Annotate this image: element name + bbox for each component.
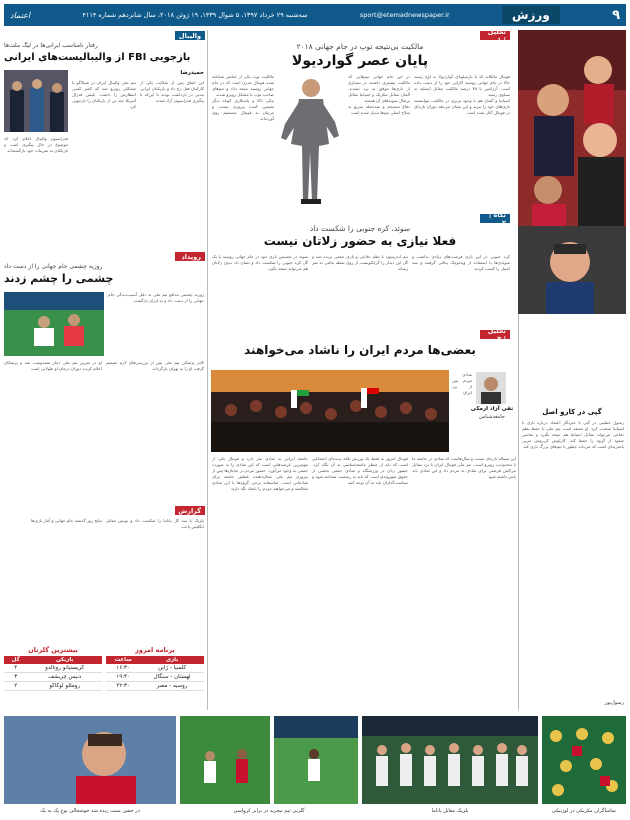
section-title: ورزش — [502, 6, 560, 24]
section-tag: نگاه | ۲ — [480, 214, 510, 223]
stats-header: بازیکن — [27, 656, 102, 664]
article-body: جامعه ایرانی به شادی نیاز دارد و فوتبال یکی از مهم‌ترین عرصه‌هایی است که این شادی را به صورت جمعی به وجود می‌آورد. حضور مردم در خیابان‌ها پس از پیروزی تیم ملی نشان‌دهنده عطش جامعه برای شادمانی است. متاسفانه برخی گروه‌ها با این شادی مخالفند و می‌خواهند مردم را ناشاد نگه دارند — [212, 456, 308, 491]
email: sport@etemadnewspaper.ir — [359, 11, 450, 19]
section-tag: تحلیل | ۳ — [480, 330, 510, 339]
supra-headline: روزیه چشمی جام جهانی را از دست داد — [4, 263, 103, 270]
article-body: سوئد در نخستین بازی خود در جام جهانی روسیه با یک گل کره جنوبی را شکست داد و نشان داد بدون زلاتان هم می‌تواند نتیجه بگیرد — [212, 254, 308, 271]
column-body: رسول خطیبی در گپی با خبرنگار اعتماد درباره بازی با اسپانیا صحبت کرد. او معتقد است تیم ملی با حفظ نظم دفاعی می‌تواند مقابل اسپانیا هم نتیجه بگیرد و شانس صعود از گروه را حفظ کند. کارلوس کی‌روش مربی باتجربه‌ای است که می‌داند چطور با تیم‌های بزرگ بازی کند — [522, 420, 624, 449]
article-body: شادی مردم پس از برد ایران — [452, 372, 472, 395]
section-tag: والیبال — [175, 31, 205, 40]
author-photo — [476, 372, 506, 404]
fbi-photo — [4, 70, 68, 132]
fans-photo — [518, 30, 626, 226]
article-body: فدراسیون والیبال اعلام کرد که موضوع در حال پیگیری است و بازیکنان به تمرینات خود بازگشته‌اند — [4, 136, 68, 153]
article-body: کادر پزشکی تیم ملی پس از بررسی‌های لازم تصمیم گرفت او را به تهران بازگرداند — [106, 360, 204, 371]
table-row: کلمبیا - ژاپن ۱۶:۳۰ — [106, 664, 204, 673]
injury-photo — [4, 292, 104, 356]
schedule-header: بازی — [140, 656, 204, 664]
table-row: دنیس چریشف ۳ — [4, 673, 102, 682]
article-body: این اتفاق پس از شکایت یکی از کارکنان هتل رخ داد و بازیکنان ایرانی مدتی در بازداشت بودند تا این‌که با پیگیری فدراسیون آزاد شدند — [140, 80, 204, 103]
newspaper-logo: اعتماد — [10, 10, 31, 20]
schedule-title: برنامه امروز — [135, 646, 175, 654]
table-row: روسیه - مصر ۲۲:۳۰ — [106, 682, 204, 691]
article-body: در این جام جهانی تیم‌هایی که مالکیت بیشتری داشتند در بسیاری از بازی‌ها موفق به برد نشدند. آلمان مقابل مکزیک و اسپانیا مقابل پرتغال نمونه‌های آن هستند دفاع منسجم و ضدحمله سریع به سلاح اصلی تیم‌ها تبدیل شده است — [348, 74, 410, 115]
table-row: لهستان - سنگال ۱۹:۳۰ — [106, 673, 204, 682]
article-body: مالکیت توپ یکی از عناصر شناخته شده فوتبال مدرن است که در جام جهانی روسیه نتیجه نداد و تیم‌های صاحب توپ با مشکل روبرو شدند تیکی تاکا و پاسکاری کوتاه دیگر تضمین کننده پیروزی نیست و مربیان به فوتبال مستقیم روی آورده‌اند — [212, 74, 274, 121]
schedule-table — [106, 656, 204, 691]
byline: حمیدرضا — [180, 70, 204, 76]
strip-photo-2 — [180, 716, 270, 804]
photo-caption: تماشاگران مکزیکی در لوژنیکی — [552, 808, 616, 814]
section-tag: گزارش — [175, 506, 205, 515]
column-divider — [207, 30, 208, 710]
strip-photo-1 — [4, 716, 176, 804]
masthead — [4, 4, 626, 26]
column-byline: گپی در کارو اصل — [542, 408, 602, 416]
author-role: جامعه‌شناس — [479, 414, 505, 420]
headline: فعلا نیازی به حضور زلاتان نیست — [263, 234, 457, 248]
supra-headline: سوئد، کره جنوبی را شکست داد — [309, 224, 411, 233]
article-body: تیم اندرسون با نظم دفاعی و بازی جمعی برنده شد و گل این دیدار را گرانکویست از روی نقطه پنالتی به ثمر رساند — [312, 254, 408, 271]
article-body: او در تمرین تیم ملی دچار مصدومیت شد و پزشکان اعلام کردند دوران درمان او طولانی است — [4, 360, 102, 371]
guardiola-photo — [275, 74, 345, 214]
article-body: فوتبال امروز نه فقط یک ورزش بلکه پدیده‌ای اجتماعی است که باید از منظر جامعه‌شناسی به آن نگاه کرد. حضور زنان در ورزشگاه و شادی جمعی بخشی از حقوق شهروندی است که باید به رسمیت شناخته شود و سیاست‌گذاران باید به آن توجه کنند — [312, 456, 408, 485]
issue-date: سه‌شنبه ۲۹ خرداد ۱۳۹۷، ۵ شوال ۱۴۳۹، ۱۹ ژوئن ۲۰۱۸، سال شانزدهم شماره ۴۱۱۴ — [82, 11, 308, 19]
strip-photo-3 — [274, 716, 358, 804]
headline: پایان عصر گواردیولا — [291, 53, 429, 69]
article-body: این مساله تازه‌ای نیست و سال‌هاست که شادی در جامعه ما با محدودیت روبرو است. تیم ملی فوتبال ایران با برد مقابل مراکش فرصتی برای شادی به مردم داد و این شادی باید پاس داشته شود — [412, 456, 516, 479]
headline: بازجویی FBI از والیبالیست‌های ایرانی — [4, 52, 191, 63]
table-row: رومللو لوکاکو ۲ — [4, 682, 102, 691]
page-number: ۹ — [612, 7, 620, 23]
photo-caption: گلزنی تیم نیجریه در برابر کرواسی — [233, 808, 305, 814]
strip-photo-4 — [362, 716, 538, 804]
section-tag: تحلیل | ۱ — [480, 31, 510, 40]
article-body: نتایج روز گذشته جام جهانی و آمار بازی‌ها — [30, 518, 102, 523]
photo-caption: بلژیک مقابل پاناما — [431, 808, 469, 814]
column-author: رسول‌پور — [604, 700, 624, 706]
article-body: روزبه چشمی مدافع تیم ملی به دلیل آسیب‌دیدگی جام جهانی را از دست داد و به ایران بازگشت — [108, 292, 204, 303]
supra-headline: مالکیت بی‌نتیجه توپ در جام جهانی ۲۰۱۸ — [296, 42, 424, 51]
article-body: فوتبال مالکانه که با بارسلونای گواردیولا به اوج رسید حالا در جام جهانی روسیه کارایی خود را از دست داده است. آرژانتین با ۷۸ درصد مالکیت مقابل ایسلند به تساوی رسید اسپانیا و آلمان هم با وجود برتری در مالکیت نتوانستند بازی‌های خود را ببرند و این نشان می‌دهد دوران تازه‌ای در فوتبال آغاز شده است — [414, 74, 510, 115]
supra-headline: رفتار نامناسب ایرانی‌ها در لیگ ملت‌ها — [4, 42, 98, 49]
article-body: کره جنوبی در این بازی فرصت‌های زیادی نداشت و سوئدی‌ها با استفاده از ویدئوچک پنالتی گرفتند و سه امتیاز را کسب کردند — [412, 254, 510, 271]
headline: چشمی را چشم زدند — [4, 272, 114, 285]
article-body: تیم ملی والیبال ایران در شیکاگو با مشکلی روبرو شد که کمتر کسی انتظارش را داشت. پلیس فدرال آمریکا چند تن از بازیکنان را بازجویی کرد — [72, 80, 136, 109]
table-row: کریستیانو رونالدو ۴ — [4, 664, 102, 673]
author-name: تقی آزاد ارمکی — [470, 406, 514, 412]
fan-photo — [518, 226, 626, 314]
celebration-photo — [211, 370, 449, 452]
schedule-header: ساعت — [106, 656, 140, 664]
strip-photo-5 — [542, 716, 626, 804]
stats-title: بیشترین گلزنان — [28, 646, 78, 654]
article-body: بلژیک با سه گل پاناما را شکست داد و تونس مقابل انگلیس باخت — [106, 518, 204, 529]
stats-header: گل — [4, 656, 27, 664]
scorers-table — [4, 656, 102, 691]
headline: بعضی‌ها مردم ایران را ناشاد می‌خواهند — [244, 343, 476, 357]
photo-caption: در جشن سنت زنده شد خوشحالی نوع یک به یک — [40, 808, 140, 814]
section-tag: رویداد — [175, 252, 205, 261]
